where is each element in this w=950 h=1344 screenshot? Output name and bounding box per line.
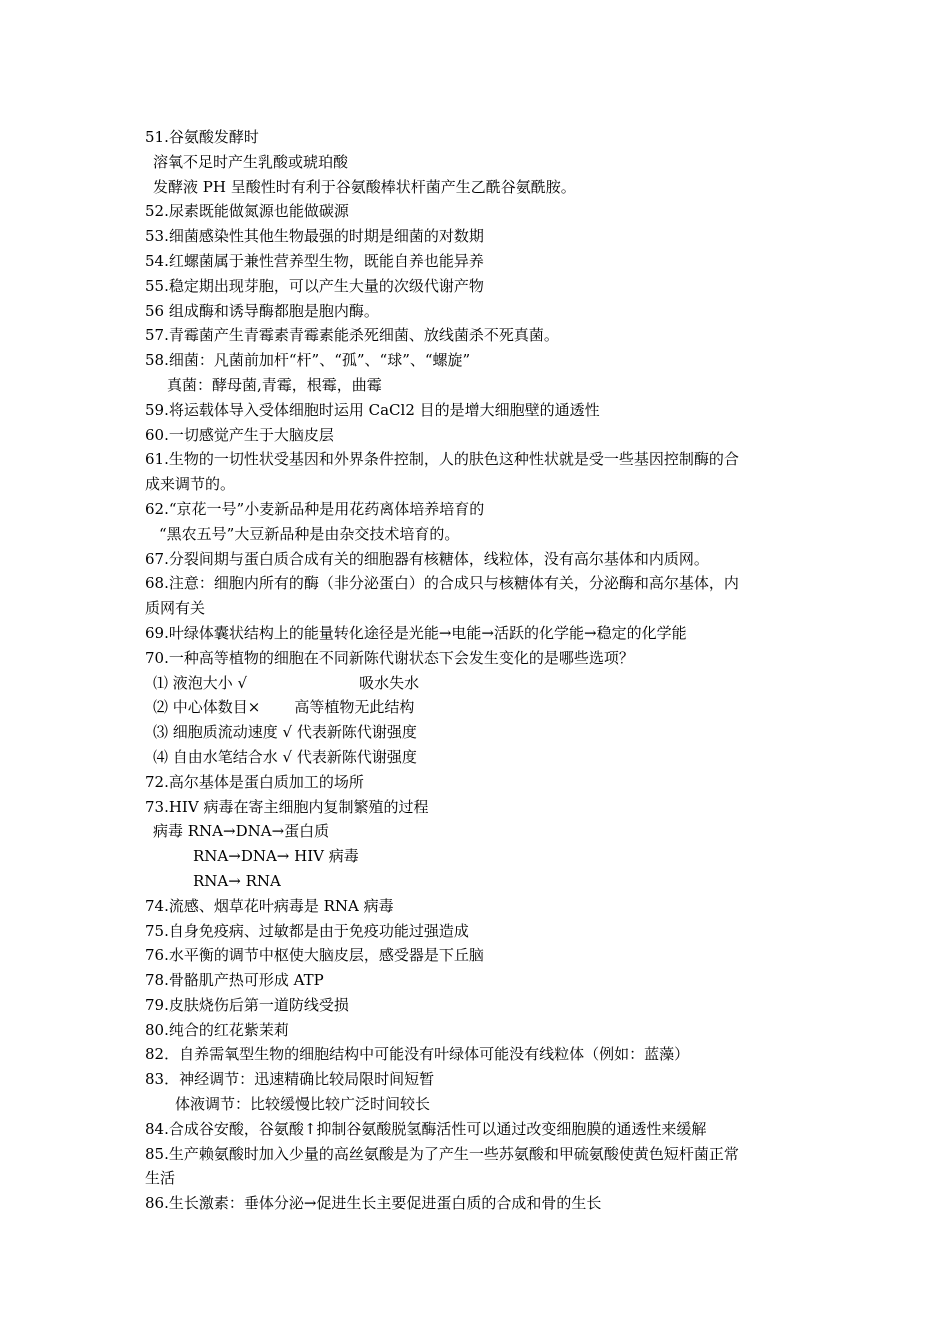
- text-line-67: 67.分裂间期与蛋白质合成有关的细胞器有核糖体，线粒体，没有高尔基体和内质网。: [145, 549, 709, 568]
- text-line-58: 58.细菌：凡菌前加杆“杆”、“孤”、“球”、“螺旋”: [145, 351, 471, 370]
- text-line-83: 83．神经调节：迅速精确比较局限时间短暂: [145, 1070, 435, 1089]
- text-line-62: 62.“京花一号”小麦新品种是用花药离体培养培育的: [145, 499, 485, 518]
- text-line-76: 76.水平衡的调节中枢使大脑皮层，感受器是下丘脑: [145, 946, 484, 965]
- option-1-note: 吸水失水: [359, 673, 420, 692]
- text-line-73-c: RNA→ RNA: [193, 871, 281, 890]
- text-line-85: 85.生产赖氨酸时加入少量的高丝氨酸是为了产生一些苏氨酸和甲硫氨酸使黄色短杆菌正常: [145, 1144, 739, 1163]
- text-line-70-1: [145, 671, 825, 696]
- text-line-86: 86.生长激素：垂体分泌→促进生长主要促进蛋白质的合成和骨的生长: [145, 1194, 602, 1213]
- text-line-57: 57.青霉菌产生青霉素青霉素能杀死细菌、放线菌杀不死真菌。: [145, 326, 559, 345]
- text-line-85-cont: 生活: [145, 1169, 176, 1188]
- text-line-78: 78.骨骼肌产热可形成 ATP: [145, 971, 324, 990]
- text-line-73-b: RNA→DNA→ HIV 病毒: [193, 847, 359, 866]
- text-line-60: 60.一切感觉产生于大脑皮层: [145, 425, 334, 444]
- text-line-69: 69.叶绿体囊状结构上的能量转化途径是光能→电能→活跃的化学能→稳定的化学能: [145, 623, 687, 642]
- document-page: [145, 125, 825, 1216]
- text-line-84: 84.合成谷安酸，谷氨酸↑抑制谷氨酸脱氢酶活性可以通过改变细胞膜的通透性来缓解: [145, 1119, 707, 1138]
- text-line-74: 74.流感、烟草花叶病毒是 RNA 病毒: [145, 896, 394, 915]
- text-line-75: 75.自身免疫病、过敏都是由于免疫功能过强造成: [145, 921, 469, 940]
- text-line-55: 55.稳定期出现芽胞，可以产生大量的次级代谢产物: [145, 276, 484, 295]
- text-line-70-3: ⑶ 细胞质流动速度 √ 代表新陈代谢强度: [153, 723, 417, 742]
- text-line-73-a: 病毒 RNA→DNA→蛋白质: [153, 822, 330, 841]
- text-line-72: 72.高尔基体是蛋白质加工的场所: [145, 772, 364, 791]
- text-line-68: 68.注意：细胞内所有的酶（非分泌蛋白）的合成只与核糖体有关，分泌酶和高尔基体，内: [145, 574, 739, 593]
- text-line-62-a: “黑农五号”大豆新品种是由杂交技术培育的。: [159, 524, 460, 543]
- option-2-note: 高等植物无此结构: [294, 698, 415, 717]
- option-1-text: ⑴ 液泡大小 √: [153, 673, 248, 692]
- text-line-79: 79.皮肤烧伤后第一道防线受损: [145, 995, 349, 1014]
- option-2-text: ⑵ 中心体数目×: [153, 698, 261, 717]
- text-line-70-2: [145, 695, 825, 720]
- text-line-70: 70.一种高等植物的细胞在不同新陈代谢状态下会发生变化的是哪些选项？: [145, 648, 634, 667]
- text-line-73: 73.HIV 病毒在寄主细胞内复制繁殖的过程: [145, 797, 429, 816]
- text-line-82: 82．自养需氧型生物的细胞结构中可能没有叶绿体可能没有线粒体（例如：蓝藻）: [145, 1045, 690, 1064]
- text-line-70-4: ⑷ 自由水笔结合水 √ 代表新陈代谢强度: [153, 747, 417, 766]
- text-line-68-cont: 质网有关: [145, 599, 206, 618]
- text-line-54: 54.红螺菌属于兼性营养型生物，既能自养也能异养: [145, 251, 484, 270]
- text-line-61-cont: 成来调节的。: [145, 475, 236, 494]
- text-line-51-b: 发酵液 PH 呈酸性时有利于谷氨酸棒状杆菌产生乙酰谷氨酰胺。: [153, 177, 576, 196]
- text-line-61: 61.生物的一切性状受基因和外界条件控制，人的肤色这种性状就是受一些基因控制酶的合: [145, 450, 739, 469]
- text-line-51: 51.谷氨酸发酵时: [145, 128, 259, 146]
- text-line-51-a: 溶氧不足时产生乳酸或琥珀酸: [153, 152, 349, 171]
- text-line-52: 52.尿素既能做氮源也能做碳源: [145, 202, 349, 221]
- text-line-58-a: 真菌：酵母菌,青霉，根霉，曲霉: [167, 375, 382, 394]
- text-line-53: 53.细菌感染性其他生物最强的时期是细菌的对数期: [145, 227, 484, 246]
- text-line-83-a: 体液调节：比较缓慢比较广泛时间较长: [175, 1095, 431, 1114]
- text-line-59: 59.将运载体导入受体细胞时运用 CaCl2 目的是增大细胞壁的通透性: [145, 400, 600, 419]
- text-line-56: 56 组成酶和诱导酶都胞是胞内酶。: [145, 301, 379, 320]
- text-line-80: 80.纯合的红花紫茉莉: [145, 1020, 289, 1039]
